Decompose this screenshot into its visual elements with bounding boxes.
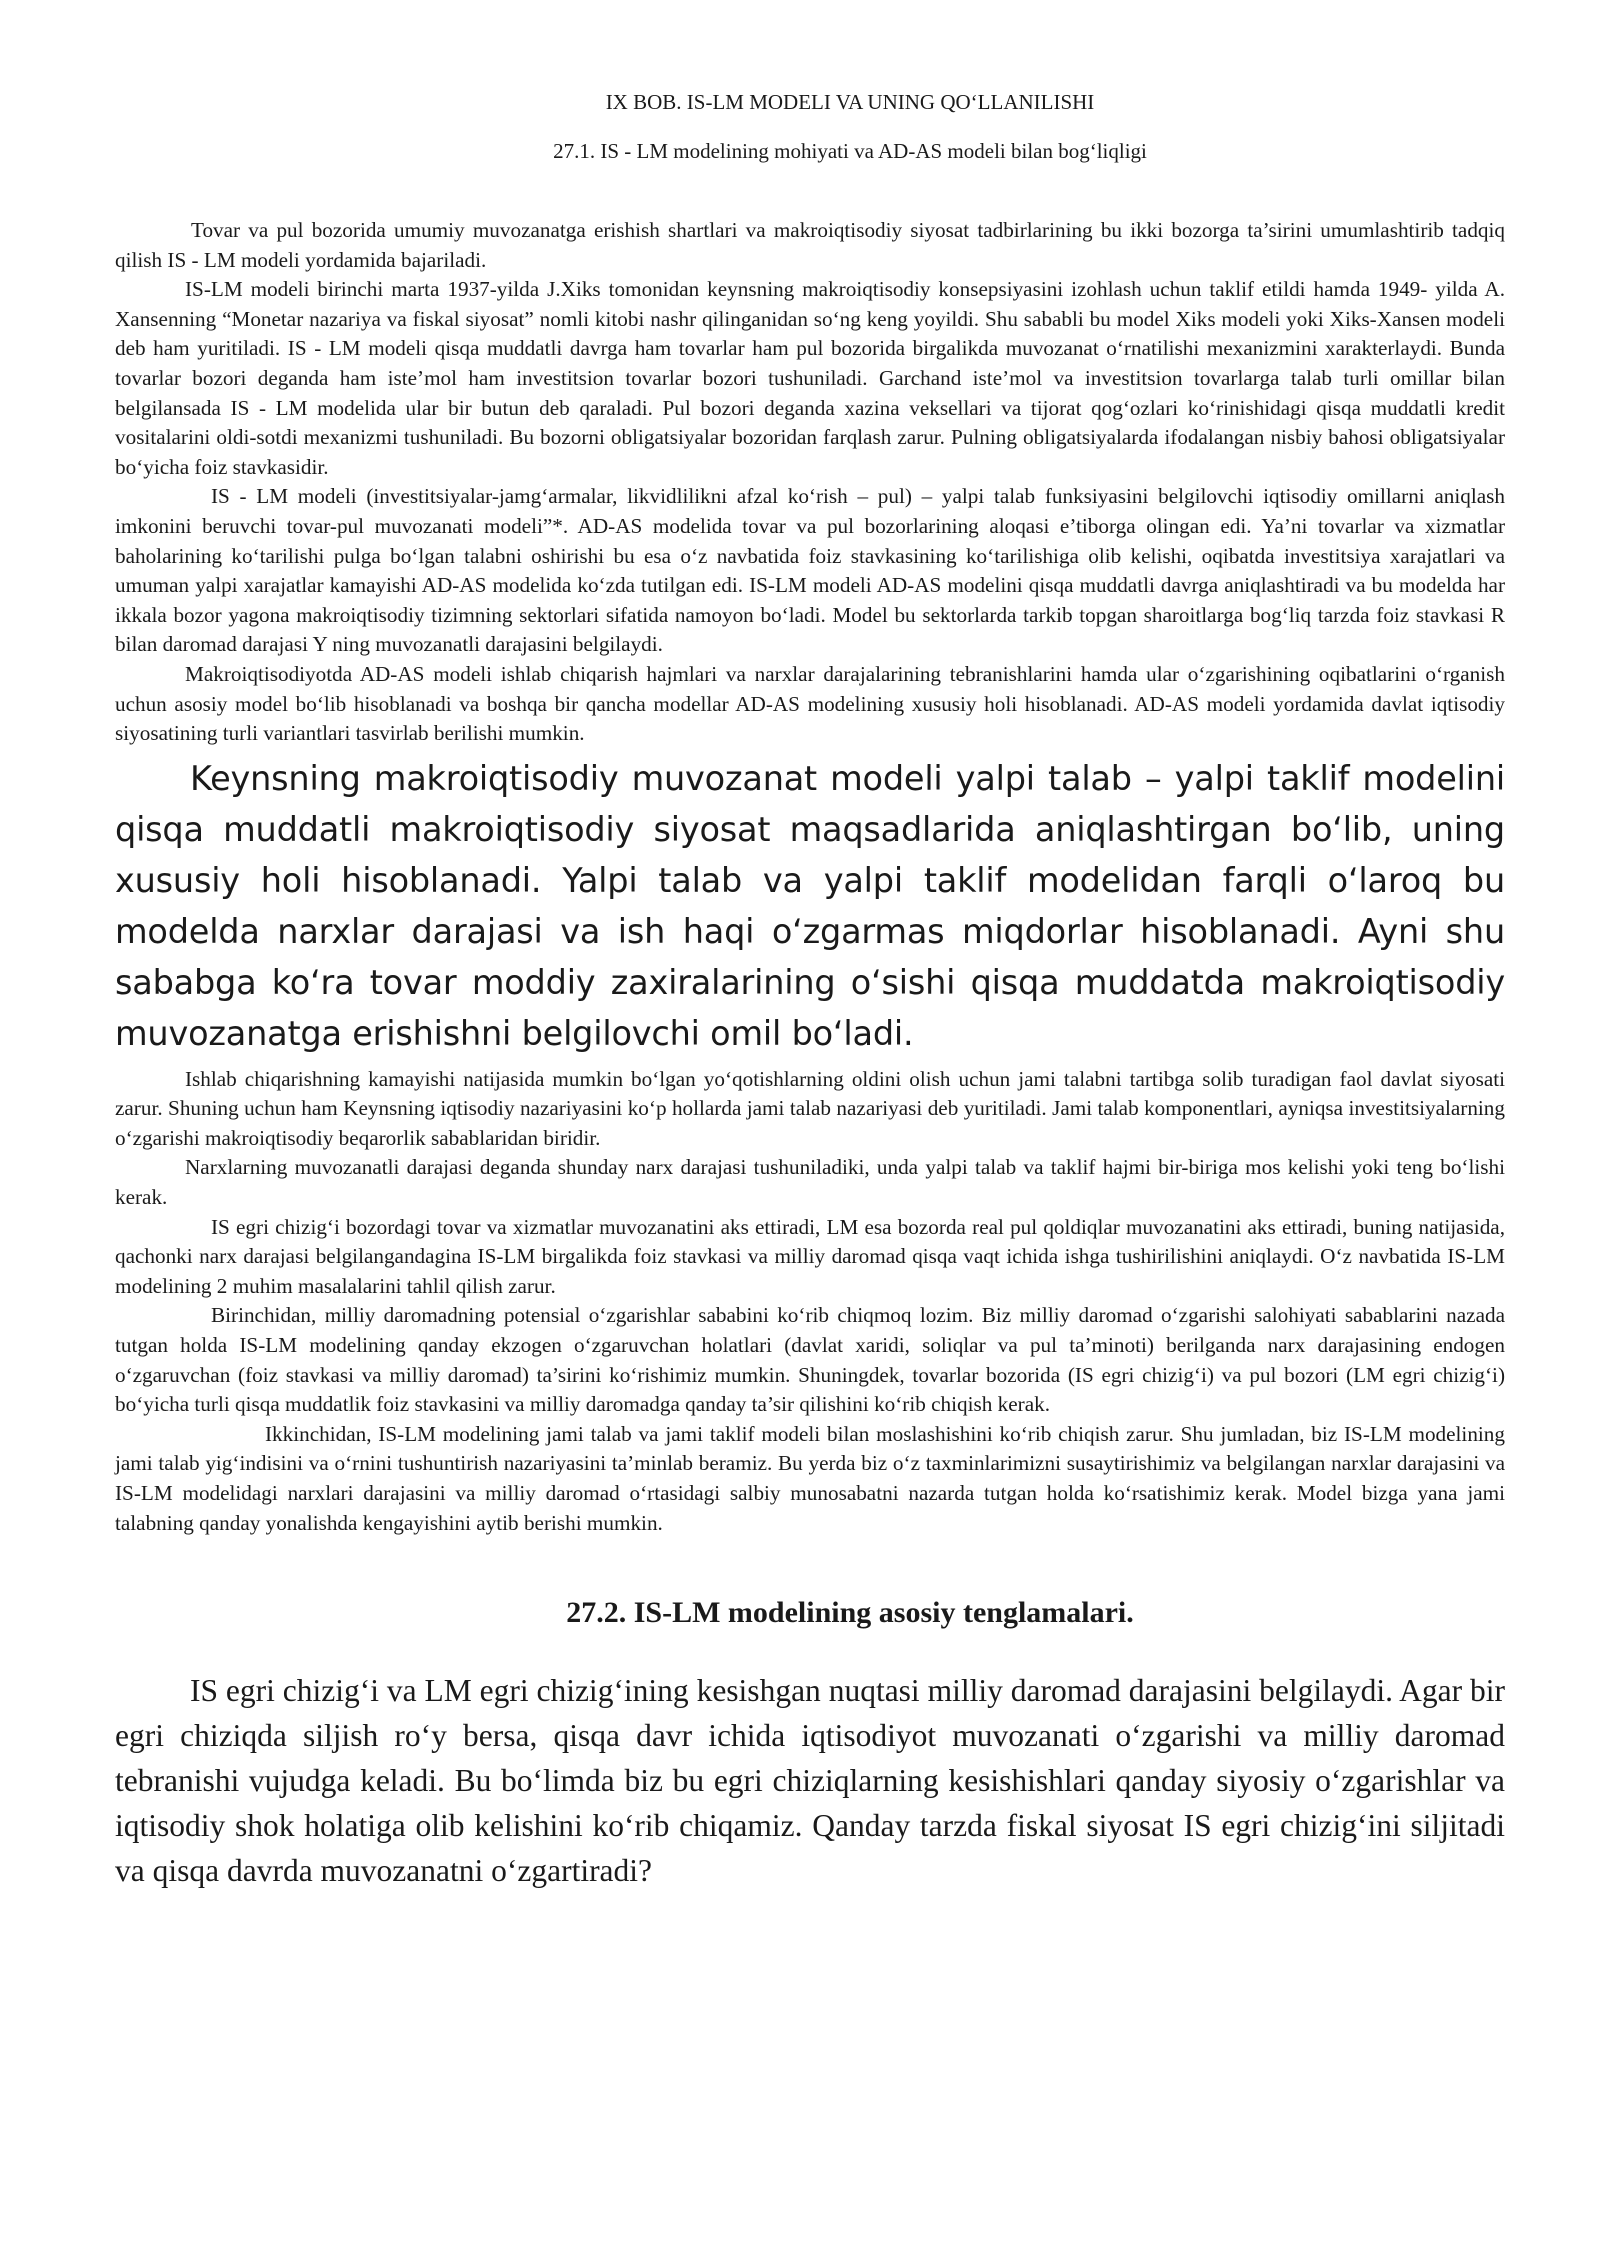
paragraph-2: IS-LM modeli birinchi marta 1937-yilda J.Xiks tomonidan keynsning makroiqtisodiy konsepsiyasini izohlash uchun taklif etildi hamda 1949- yilda A. Xansenning “Monetar nazariya va fiskal siyosat” nomli kitobi nashr qilinganidan so‘ng keng yoyildi. Shu sababli bu model Xiks modeli yoki Xiks-Xansen modeli deb ham yuritiladi. IS - LM modeli qisqa muddatli davrga ham tovarlar ham pul bozorida birgalikda muvozanat o‘rnatilishi mexanizmini xarakterlaydi. Bunda tovarlar bozori deganda ham iste’mol ham investitsion tovarlar bozori tushuniladi. Garchand iste’mol va investitsion tovarlarga talab turli omillar bilan belgilansada IS - LM modelida ular bir butun deb qaraladi. Pul bozori deganda xazina veksellari va tijorat qog‘ozlari ko‘rinishidagi qisqa muddatli kredit vositalarini oldi-sotdi mexanizmi tushuniladi. Bu bozorni obligatsiyalar bozoridan farqlash zarur. Pulning obligatsiyalarda ifodalangan nisbiy bahosi obligatsiyalar bo‘yicha foiz stavkasidir. — [115, 277, 1505, 479]
paragraph-3: IS - LM modeli (investitsiyalar-jamg‘armalar, likvidlilikni afzal ko‘rish – pul) – yalpi talab funksiyasini belgilovchi iqtisodiy omillarni aniqlash imkonini beruvchi tovar-pul muvozanati modeli”*. AD-AS modelida tovar va pul bozorlarining aloqasi e’tiborga olingan edi. Ya’ni tovarlar va xizmatlar baholarining ko‘tarilishi pulga bo‘lgan talabni oshirishi bu esa o‘z navbatida foiz stavkasining ko‘tarilishiga olib kelishi, oqibatda investitsiya xarajatlari va umuman yalpi xarajatlar kamayishi AD-AS modelida ko‘zda tutilgan edi. IS-LM modeli AD-AS modelini qisqa muddatli davrga aniqlashtiradi va bu modelda har ikkala bozor yagona makroiqtisodiy tizimning sektorlari sifatida namoyon bo‘ladi. Model bu sektorlarda tarkib topgan sharoitlarga bog‘liq tarzda foiz stavkasi R bilan daromad darajasi Y ning muvozanatli darajasini belgilaydi. — [115, 484, 1505, 657]
body-section-2 — [115, 1065, 1505, 1539]
paragraph-6: Ishlab chiqarishning kamayishi natijasida mumkin bo‘lgan yo‘qotishlarning oldini olish uchun jami talabni tartibga solib turadigan faol davlat siyosati zarur. Shuning uchun ham Keynsning iqtisodiy nazariyasini ko‘p hollarda jami talab nazariyasi deb yuritiladi. Jami talab komponentlari, ayniqsa investitsiyalarning o‘zgarishi makroiqtisodiy beqarorlik sabablaridan biridir. — [115, 1066, 1505, 1150]
section-title-27-1: 27.1. IS - LM modelining mohiyati va AD-AS modeli bilan bog‘liqligi — [553, 139, 1147, 163]
document-page — [115, 90, 1505, 1893]
section-title-27-2: 27.2. IS-LM modelining asosiy tenglamalari. — [566, 1596, 1134, 1630]
body-section-3 — [115, 1668, 1505, 1893]
highlighted-passage — [115, 753, 1505, 1059]
paragraph-4: Makroiqtisodiyotda AD-AS modeli ishlab chiqarish hajmlari va narxlar darajalarining tebranishlarini hamda ular o‘zgarishining oqibatlarini o‘rganish uchun asosiy model bo‘lib hisoblanadi va boshqa bir qancha modellar AD-AS modelining xususiy holi hisoblanadi. AD-AS modeli yordamida davlat iqtisodiy siyosatining turli variantlari tasvirlab berilishi mumkin. — [115, 661, 1505, 746]
paragraph-1: Tovar va pul bozorida umumiy muvozanatga erishish shartlari va makroiqtisodiy siyosat tadbirlarining bu ikki bozorga ta’sirini umumlashtirib tadqiq qilish IS - LM modeli yordamida bajariladi. — [115, 218, 1505, 272]
paragraph-9: Birinchidan, milliy daromadning potensial o‘zgarishlar sababini ko‘rib chiqmoq lozim. Biz milliy daromad o‘zgarishi salohiyati sabablarini nazada tutgan holda IS-LM modelining qanday ekzogen o‘zgaruvchan holatlari (davlat xaridi, soliqlar va pul ta’minoti) berilganda narx darajasining endogen o‘zgaruvchan (foiz stavkasi va milliy daromad) ta’sirini ko‘rishimiz mumkin. Shuningdek, tovarlar bozorida (IS egri chizig‘i) va pul bozori (LM egri chizig‘i) bo‘yicha turli qisqa muddatlik foiz stavkasini va milliy daromadga qanday ta’sir qilishini ko‘rib chiqish kerak. — [115, 1303, 1505, 1417]
paragraph-8: IS egri chizig‘i bozordagi tovar va xizmatlar muvozanatini aks ettiradi, LM esa bozorda real pul qoldiqlar muvozanatini aks ettiradi, buning natijasida, qachonki narx darajasi belgilangandagina IS-LM birgalikda foiz stavkasi va milliy daromad qisqa vaqt ichida ishga tushirilishini aniqlaydi. O‘z navbatida IS-LM modelining 2 muhim masalalarini tahlil qilish zarur. — [115, 1214, 1505, 1298]
paragraph-7: Narxlarning muvozanatli darajasi deganda shunday narx darajasi tushuniladiki, unda yalpi talab va taklif hajmi bir-biriga mos kelishi yoki teng bo‘lishi kerak. — [115, 1155, 1505, 1210]
paragraph-11: IS egri chizig‘i va LM egri chizig‘ining kesishgan nuqtasi milliy daromad darajasini belgilaydi. Agar bir egri chiziqda siljish ro‘y bersa, qisqa davr ichida iqtisodiyot muvozanati o‘zgarishi va milliy daromad tebranishi vujudga keladi. Bu bo‘limda biz bu egri chiziqlarning kesishishlari qanday siyosiy o‘zgarishlar va iqtisodiy shok holatiga olib kelishini ko‘rib chiqamiz. Qanday tarzda fiskal siyosat IS egri chizig‘ini siljitadi va qisqa davrda muvozanatni o‘zgartiradi? — [115, 1673, 1505, 1889]
paragraph-10: Ikkinchidan, IS-LM modelining jami talab va jami taklif modeli bilan moslashishini ko‘rib chiqish zarur. Shu jumladan, biz IS-LM modelining jami talab yig‘indisini va o‘rnini tushuntirish nazariyasini ta’minlab beramiz. Bu yerda biz o‘z taxminlarimizni susaytirishimiz va belgilangan narxlar darajasini va IS-LM modelidagi narxlari darajasini va milliy daromad o‘rtasidagi salbiy munosabatni nazarda tutgan holda ko‘rsatishimiz kerak. Model bizga yana jami talabning qanday yonalishda kengayishini aytib berishi mumkin. — [115, 1421, 1505, 1535]
paragraph-5: Keynsning makroiqtisodiy muvozanat modeli yalpi talab – yalpi taklif modelini qisqa muddatli makroiqtisodiy siyosat maqsadlarida aniqlashtirgan bo‘lib, uning xususiy holi hisoblanadi. Yalpi talab va yalpi taklif modelidan farqli o‘laroq bu modelda narxlar darajasi va ish haqi o‘zgarmas miqdorlar hisoblanadi. Ayni shu sababga ko‘ra tovar moddiy zaxiralarining o‘sishi qisqa muddatda makroiqtisodiy muvozanatga erishishni belgilovchi omil bo‘ladi. — [115, 758, 1505, 1053]
chapter-title: IX BOB. IS-LM MODELI VA UNING QO‘LLANILISHI — [605, 90, 1095, 114]
body-section-1 — [115, 216, 1505, 749]
